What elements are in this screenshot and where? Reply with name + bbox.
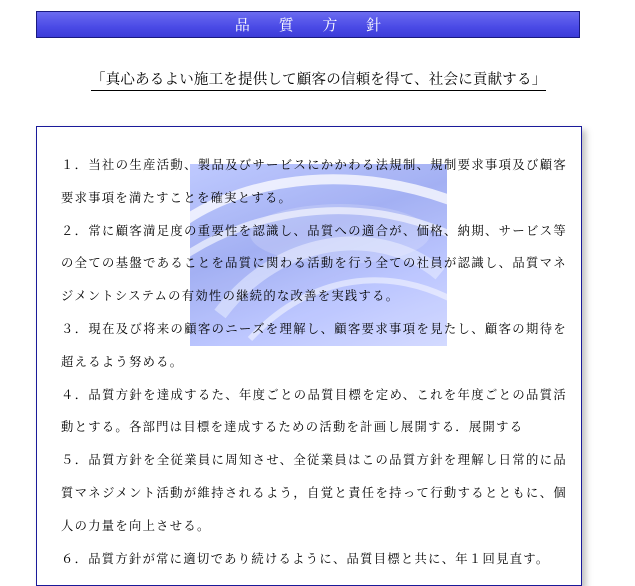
policy-list: [61, 149, 567, 575]
policy-item-2: ２．常に顧客満足度の重要性を認識し、品質への適合が、価格、納期、サービス等の全ての基盤であることを品質に関わる活動を行う全ての社員が認識し、品質マネジメントシステムの有効性の継続的な改善を実践する。: [61, 223, 567, 304]
page-title: 品 質 方 針: [234, 16, 394, 34]
company-motto: 「真心あるよい施工を提供して顧客の信頼を得て、社会に貢献する」: [91, 68, 546, 91]
policy-item-5: ５．品質方針を全従業員に周知させ、全従業員はこの品質方針を理解し日常的に品質マネジメント活動が維持されるよう，自覚と責任を持って行動するとともに、個人の力量を向上させる。: [61, 453, 567, 533]
policy-item-1: １．当社の生産活動、製品及びサービスにかかわる法規制、規制要求事項及び顧客要求事項を満たすことを確実とする。: [61, 158, 567, 205]
title-bar: [36, 11, 580, 38]
policy-item-6: ６．品質方針が常に適切であり続けるように、品質目標と共に、年１回見直す。: [61, 551, 550, 566]
policy-item-4: ４．品質方針を達成するた、年度ごとの品質目標を定め、これを年度ごとの品質活動とする。各部門は目標を達成するための活動を計画し展開する．展開する: [61, 387, 567, 435]
policy-item-3: ３．現在及び将来の顧客のニーズを理解し、顧客要求事項を見たし、顧客の期待を超えるよう努める。: [61, 321, 567, 369]
policy-panel: [36, 126, 582, 586]
